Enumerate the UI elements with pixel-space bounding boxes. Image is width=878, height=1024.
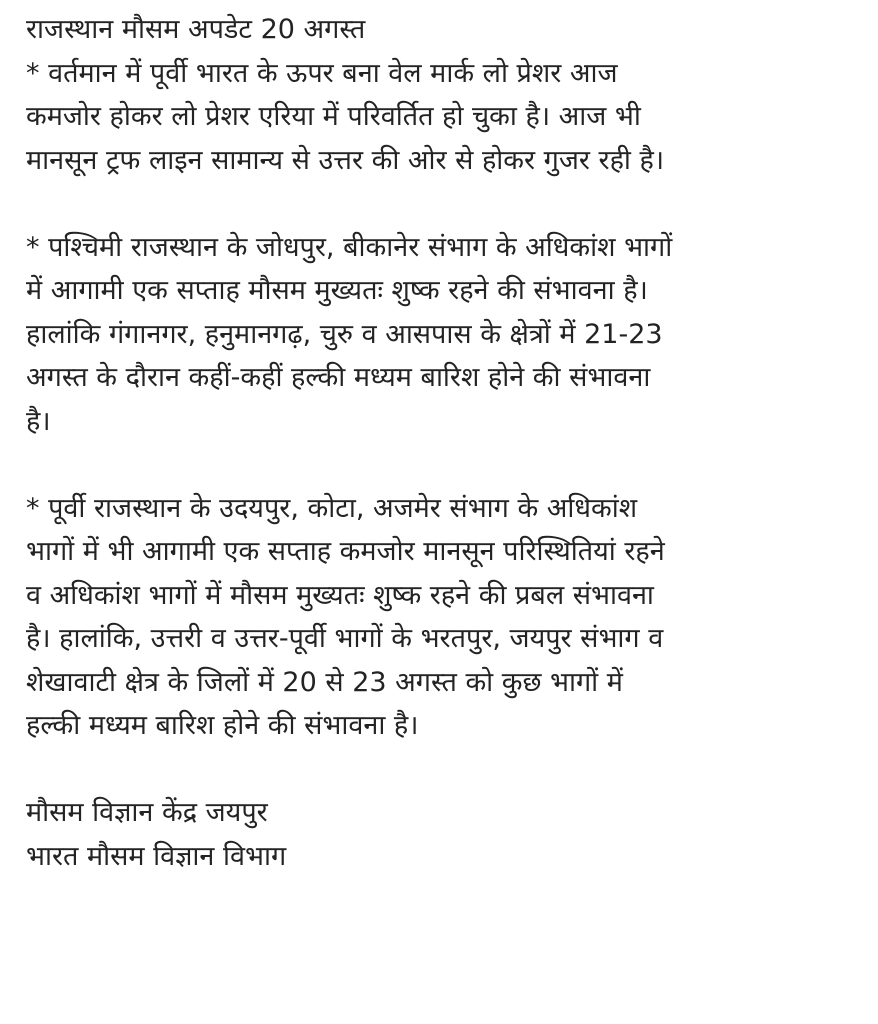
paragraph-spacer <box>26 182 876 226</box>
paragraph-line: भागों में भी आगामी एक सप्ताह कमजोर मानसून परिस्थितियां रहने <box>26 536 665 567</box>
paragraph-line: * वर्तमान में पूर्वी भारत के ऊपर बना वेल मार्क लो प्रेशर आज <box>26 57 618 89</box>
signature-block <box>26 791 876 878</box>
paragraph-line: में आगामी एक सप्ताह मौसम मुख्यतः शुष्क रहने की संभावना है। <box>26 275 648 306</box>
paragraph-western-rajasthan <box>26 226 876 444</box>
paragraph-eastern-rajasthan <box>26 487 876 748</box>
paragraph-current-conditions <box>26 52 876 183</box>
paragraph-line: अगस्त के दौरान कहीं-कहीं हल्की मध्यम बारिश होने की संभावना <box>26 362 651 393</box>
paragraph-line: है। हालांकि, उत्तरी व उत्तर-पूर्वी भागों के भरतपुर, जयपुर संभाग व <box>26 623 664 654</box>
paragraph-line: व अधिकांश भागों में मौसम मुख्यतः शुष्क रहने की प्रबल संभावना <box>26 579 654 611</box>
paragraph-line: हालांकि गंगानगर, हनुमानगढ़, चुरु व आसपास के क्षेत्रों में 21-23 <box>26 318 663 350</box>
signature-office: मौसम विज्ञान केंद्र जयपुर <box>26 797 268 828</box>
paragraph-spacer <box>26 443 876 487</box>
paragraph-line: * पश्चिमी राजस्थान के जोधपुर, बीकानेर संभाग के अधिकांश भागों <box>26 231 673 263</box>
paragraph-line: मानसून ट्रफ लाइन सामान्य से उत्तर की ओर से होकर गुजर रही है। <box>26 144 665 176</box>
paragraph-line: * पूर्वी राजस्थान के उदयपुर, कोटा, अजमेर संभाग के अधिकांश <box>26 492 638 524</box>
weather-update-document <box>26 8 876 878</box>
paragraph-line: हल्की मध्यम बारिश होने की संभावना है। <box>26 710 419 741</box>
document-title: राजस्थान मौसम अपडेट 20 अगस्त <box>26 14 366 45</box>
paragraph-line: शेखावाटी क्षेत्र के जिलों में 20 से 23 अगस्त को कुछ भागों में <box>26 666 623 698</box>
paragraph-line: कमजोर होकर लो प्रेशर एरिया में परिवर्तित हो चुका है। आज भी <box>26 101 641 132</box>
signature-department: भारत मौसम विज्ञान विभाग <box>26 840 287 872</box>
paragraph-spacer <box>26 748 876 792</box>
paragraph-line: है। <box>26 405 51 437</box>
